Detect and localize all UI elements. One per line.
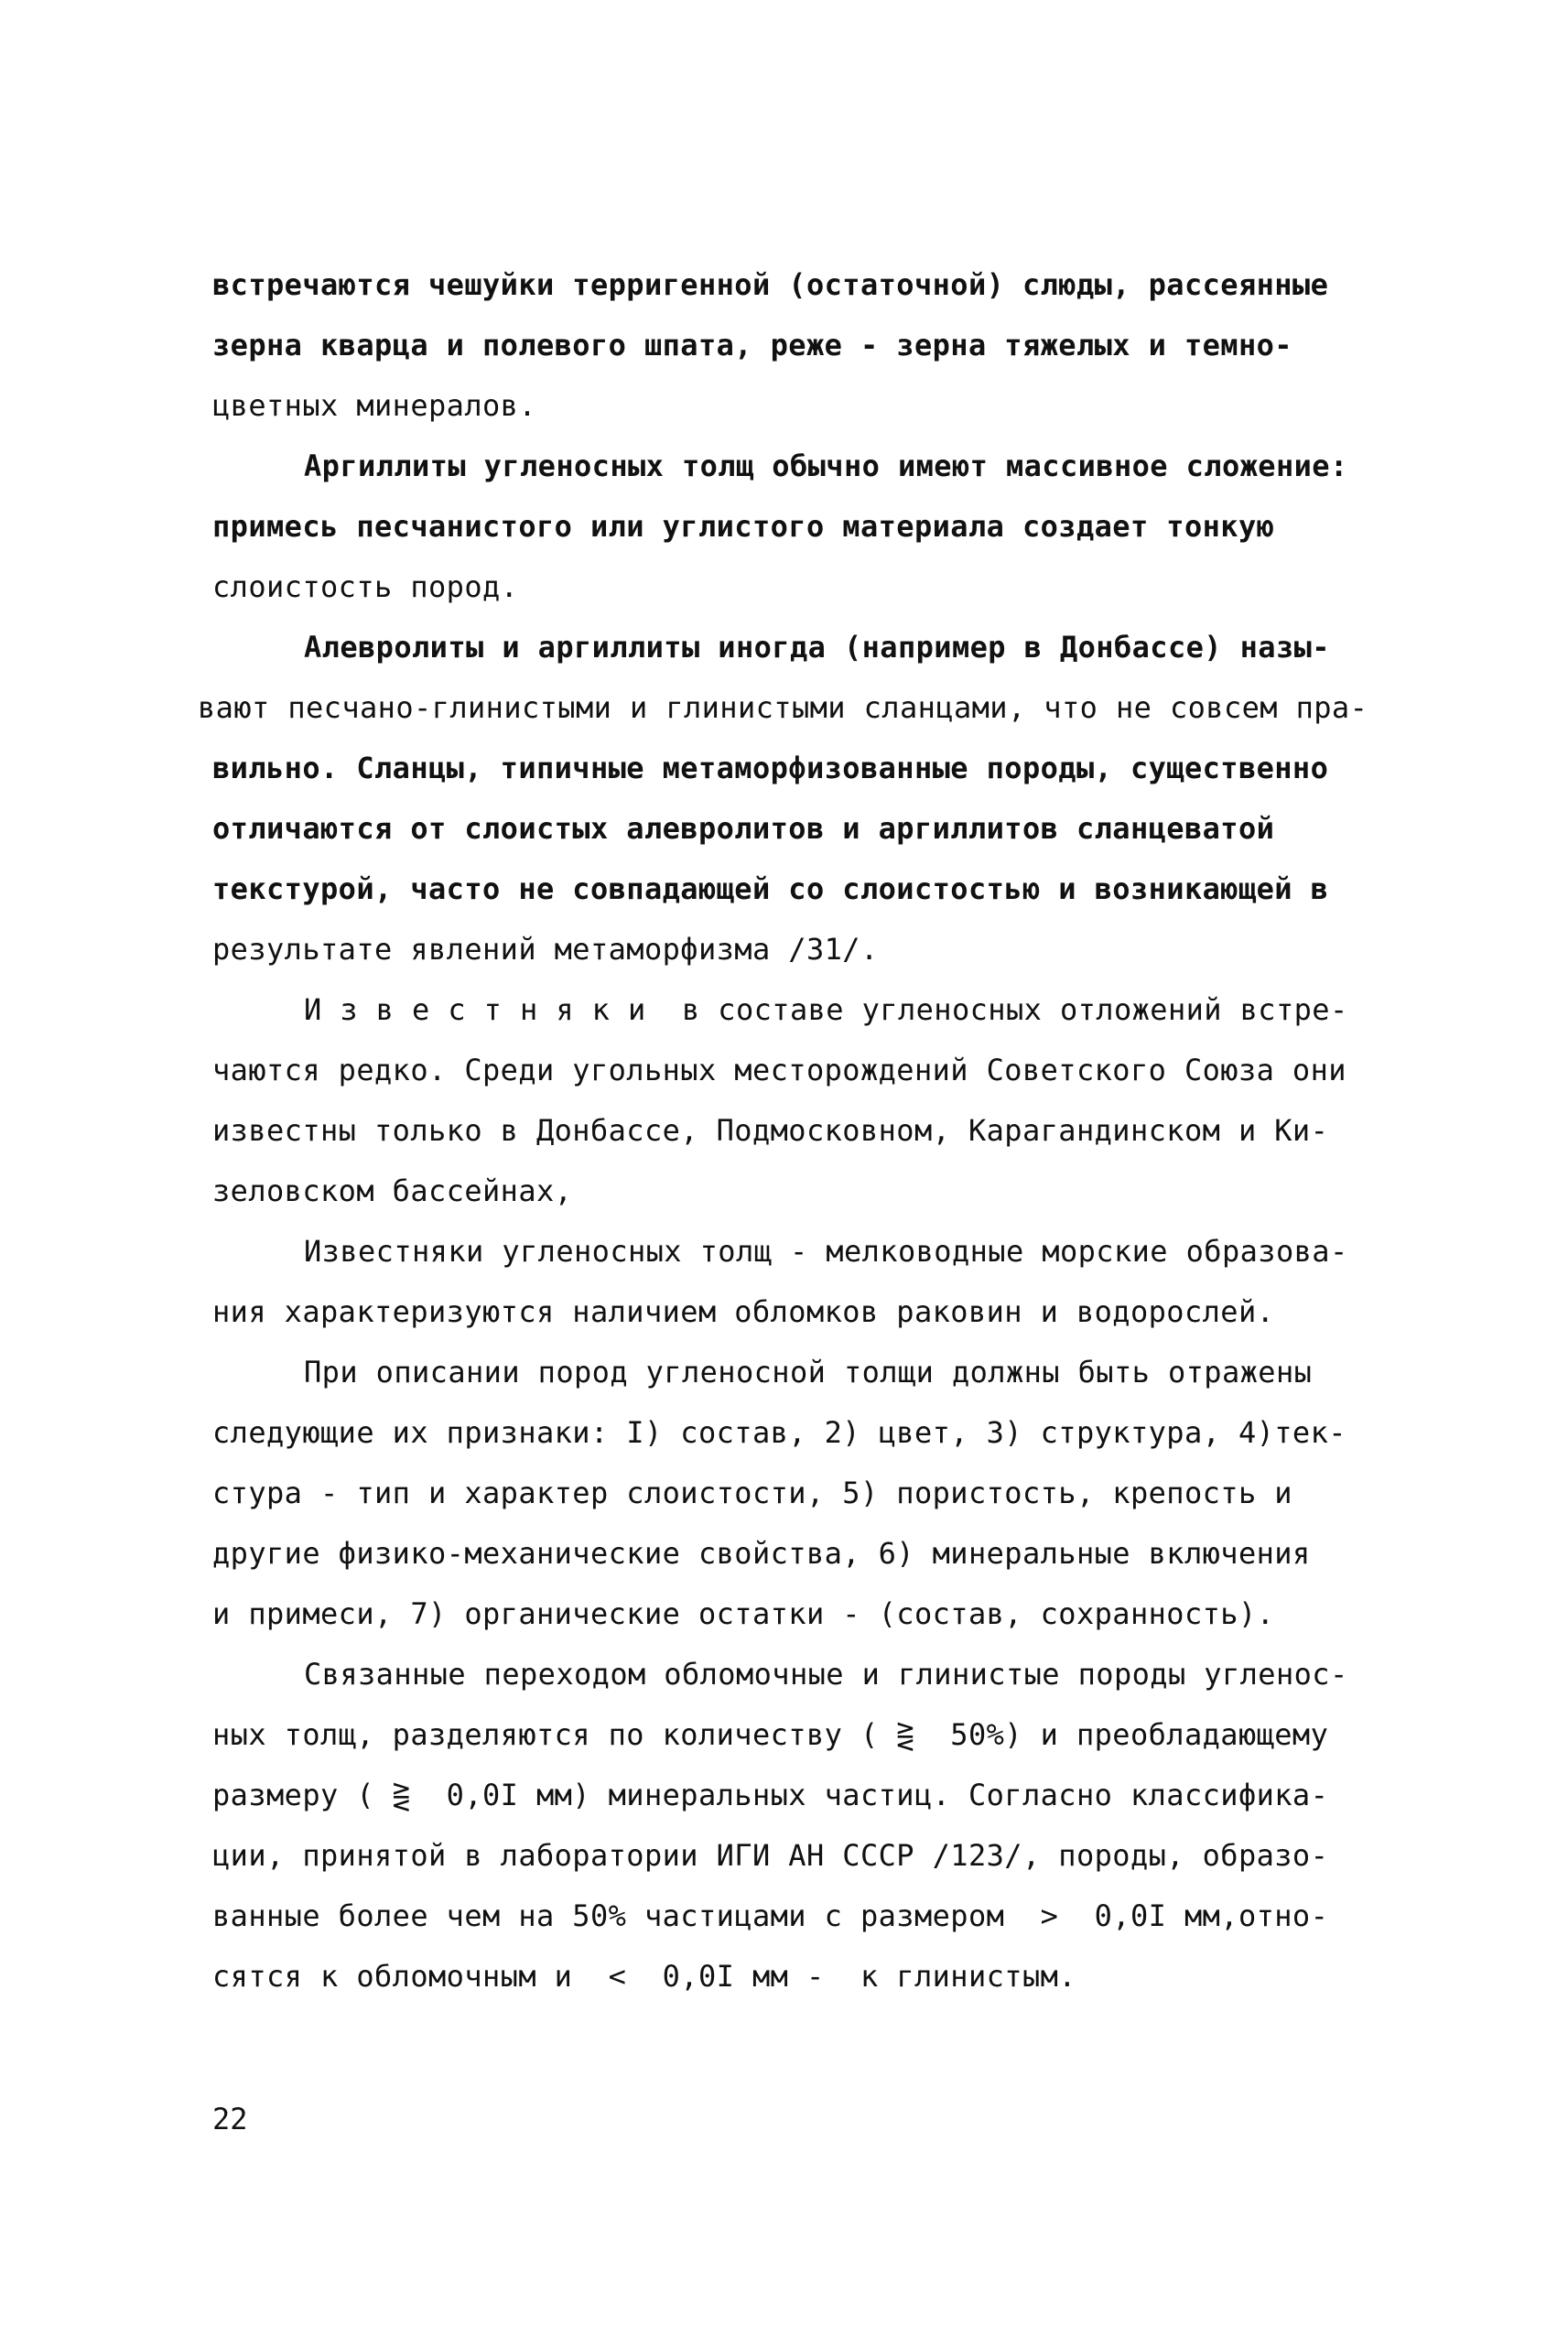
text-line: зеловском бассейнах, bbox=[212, 1173, 573, 1208]
text-line: Известняки угленосных толщ - мелководные морские образова- bbox=[304, 1234, 1348, 1269]
text-line: ния характеризуются наличием обломков раковин и водорослей. bbox=[212, 1294, 1275, 1329]
text-line: чаются редко. Среди угольных месторождений Советского Союза они bbox=[212, 1053, 1346, 1087]
text-line: ных толщ, разделяются по количеству ( ⋛ 50%) и преобладающему bbox=[212, 1717, 1329, 1752]
text-line: примесь песчанистого или углистого материала создает тонкую bbox=[212, 509, 1275, 544]
text-line: ции, принятой в лаборатории ИГИ АН СССР /123/, породы, образо- bbox=[212, 1838, 1329, 1873]
text-line: текстурой, часто не совпадающей со слоистостью и возникающей в bbox=[212, 871, 1329, 906]
text-line: И з в е с т н я к и в составе угленосных отложений встре- bbox=[304, 992, 1348, 1027]
text-line: отличаются от слоистых алевролитов и аргиллитов сланцеватой bbox=[212, 811, 1275, 846]
text-line: вают песчано-глинистыми и глинистыми сланцами, что не совсем пра- bbox=[198, 690, 1368, 725]
text-line: Аргиллиты угленосных толщ обычно имеют массивное сложение: bbox=[304, 449, 1348, 483]
text-line: известны только в Донбассе, Подмосковном, Карагандинском и Ки- bbox=[212, 1113, 1329, 1148]
text-line: сятся к обломочным и < 0,0I мм - к глинистым. bbox=[212, 1959, 1076, 1994]
text-line: и примеси, 7) органические остатки - (состав, сохранность). bbox=[212, 1596, 1275, 1631]
text-line: размеру ( ⋛ 0,0I мм) минеральных частиц. Согласно классифика- bbox=[212, 1778, 1329, 1812]
text-line: вильно. Сланцы, типичные метаморфизованные породы, существенно bbox=[212, 751, 1329, 785]
text-line: ванные более чем на 50% частицами с размером > 0,0I мм,отно- bbox=[212, 1898, 1329, 1933]
text-line: Связанные переходом обломочные и глинистые породы угленос- bbox=[304, 1657, 1348, 1692]
text-line: другие физико-механические свойства, 6) минеральные включения bbox=[212, 1536, 1311, 1571]
text-line: Алевролиты и аргиллиты иногда (например в Донбассе) назы- bbox=[304, 630, 1330, 665]
text-line: стура - тип и характер слоистости, 5) пористость, крепость и bbox=[212, 1476, 1292, 1510]
text-line: результате явлений метаморфизма /31/. bbox=[212, 932, 879, 967]
text-line: При описании пород угленосной толщи должны быть отражены bbox=[304, 1355, 1313, 1390]
page-text bbox=[198, 254, 1393, 2006]
text-line: встречаются чешуйки терригенной (остаточной) слюды, рассеянные bbox=[212, 267, 1329, 302]
text-line: зерна кварца и полевого шпата, реже - зерна тяжелых и темно- bbox=[212, 328, 1292, 362]
text-line: слоистость пород. bbox=[212, 569, 519, 604]
text-line: следующие их признаки: I) состав, 2) цвет, 3) структура, 4)тек- bbox=[212, 1415, 1346, 1450]
text-line: цветных минералов. bbox=[212, 388, 536, 423]
page-number: 22 bbox=[212, 2102, 248, 2136]
